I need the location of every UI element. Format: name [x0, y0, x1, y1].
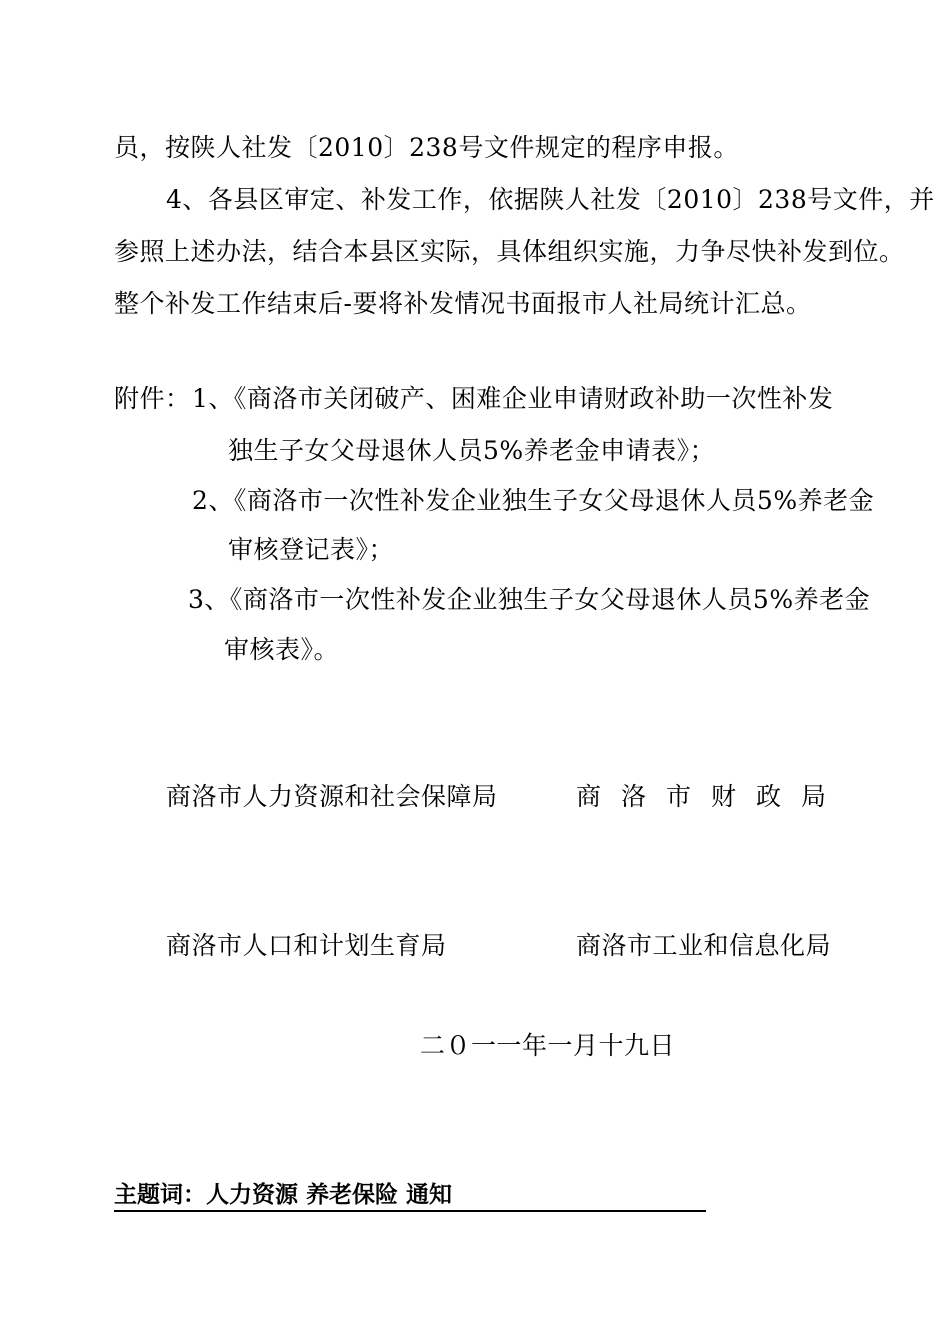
body-line-3: 参照上述办法，结合本县区实际，具体组织实施，力争尽快补发到位。	[114, 237, 905, 266]
attachment-2-line-2: 审核登记表》；	[228, 535, 395, 564]
attachment-1-line-1: 1、《商洛市关闭破产、困难企业申请财政补助一次性补发	[192, 384, 834, 413]
document-date: 二０一一年一月十九日	[420, 1031, 676, 1060]
body-line-4: 整个补发工作结束后-要将补发情况书面报市人社局统计汇总。	[114, 289, 812, 318]
signature-org-population: 商洛市人口和计划生育局	[166, 931, 447, 960]
attachment-3-line-2: 审核表》。	[224, 635, 340, 664]
attachments-label: 附件：	[114, 384, 191, 413]
attachment-2-line-1: 2、《商洛市一次性补发企业独生子女父母退休人员5%养老金	[192, 486, 875, 515]
subject-words: 主题词：人力资源 养老保险 通知	[114, 1180, 706, 1212]
signature-org-hrss: 商洛市人力资源和社会保障局	[166, 782, 498, 811]
attachment-1-line-2: 独生子女父母退休人员5%养老金申请表》；	[228, 436, 716, 465]
signature-org-finance: 商洛市财政局	[576, 782, 847, 811]
attachment-3-line-1: 3、《商洛市一次性补发企业独生子女父母退休人员5%养老金	[188, 585, 871, 614]
body-line-1: 员，按陕人社发〔2010〕238号文件规定的程序申报。	[114, 133, 739, 162]
body-line-2: 4、各县区审定、补发工作，依据陕人社发〔2010〕238号文件，并	[166, 185, 935, 214]
signature-org-industry: 商洛市工业和信息化局	[576, 931, 832, 960]
